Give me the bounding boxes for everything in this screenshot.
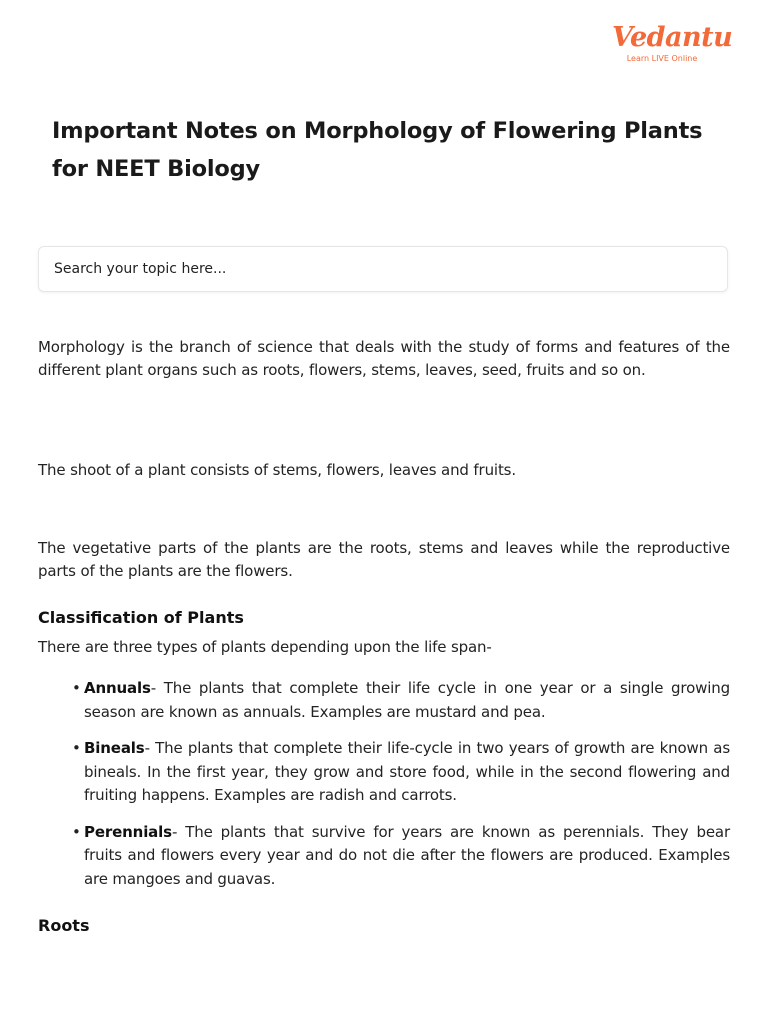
- bullet-icon: •: [72, 822, 81, 841]
- list-item-text: - The plants that complete their life-cycle in two years of growth are known as bineals. In the first year, they grow and store food, while in the second flowering and fruiting happens. Examples are radish and carrots.: [84, 739, 730, 804]
- list-item: [72, 677, 730, 724]
- classification-heading: Classification of Plants: [38, 608, 244, 627]
- vegetative-paragraph: The vegetative parts of the plants are the roots, stems and leaves while the reproductive parts of the plants are the flowers.: [38, 539, 730, 580]
- bullet-icon: •: [72, 739, 81, 757]
- logo-wordmark: Vedantu: [612, 22, 733, 53]
- list-item-text: - The plants that survive for years are known as perennials. They bear fruits and flowers every year and do not die after the flowers are produced. Examples are mangoes and guavas.: [84, 822, 730, 888]
- logo-tagline: Learn LIVE Online: [626, 54, 698, 63]
- list-item: [72, 821, 730, 892]
- search-input[interactable]: [39, 247, 727, 291]
- list-item-term: Bineals: [84, 739, 145, 757]
- list-item-text: - The plants that complete their life cycle in one year or a single growing season are known as annuals. Examples are mustard and pea.: [84, 679, 730, 721]
- intro-paragraph: Morphology is the branch of science that deals with the study of forms and features of the different plant organs such as roots, flowers, stems, leaves, seed, fruits and so on.: [38, 338, 730, 379]
- roots-heading: Roots: [38, 916, 90, 935]
- list-item: [72, 737, 730, 808]
- search-box[interactable]: [38, 246, 728, 292]
- page-title: Important Notes on Morphology of Flowering Plants for NEET Biology: [52, 118, 703, 182]
- list-item-term: Perennials: [84, 822, 172, 841]
- classification-intro: There are three types of plants depending upon the life span-: [38, 638, 492, 656]
- shoot-paragraph: The shoot of a plant consists of stems, flowers, leaves and fruits.: [38, 461, 516, 479]
- vedantu-logo[interactable]: [612, 22, 733, 64]
- bullet-icon: •: [72, 679, 81, 697]
- plant-types-list: [72, 677, 730, 904]
- list-item-term: Annuals: [84, 679, 151, 697]
